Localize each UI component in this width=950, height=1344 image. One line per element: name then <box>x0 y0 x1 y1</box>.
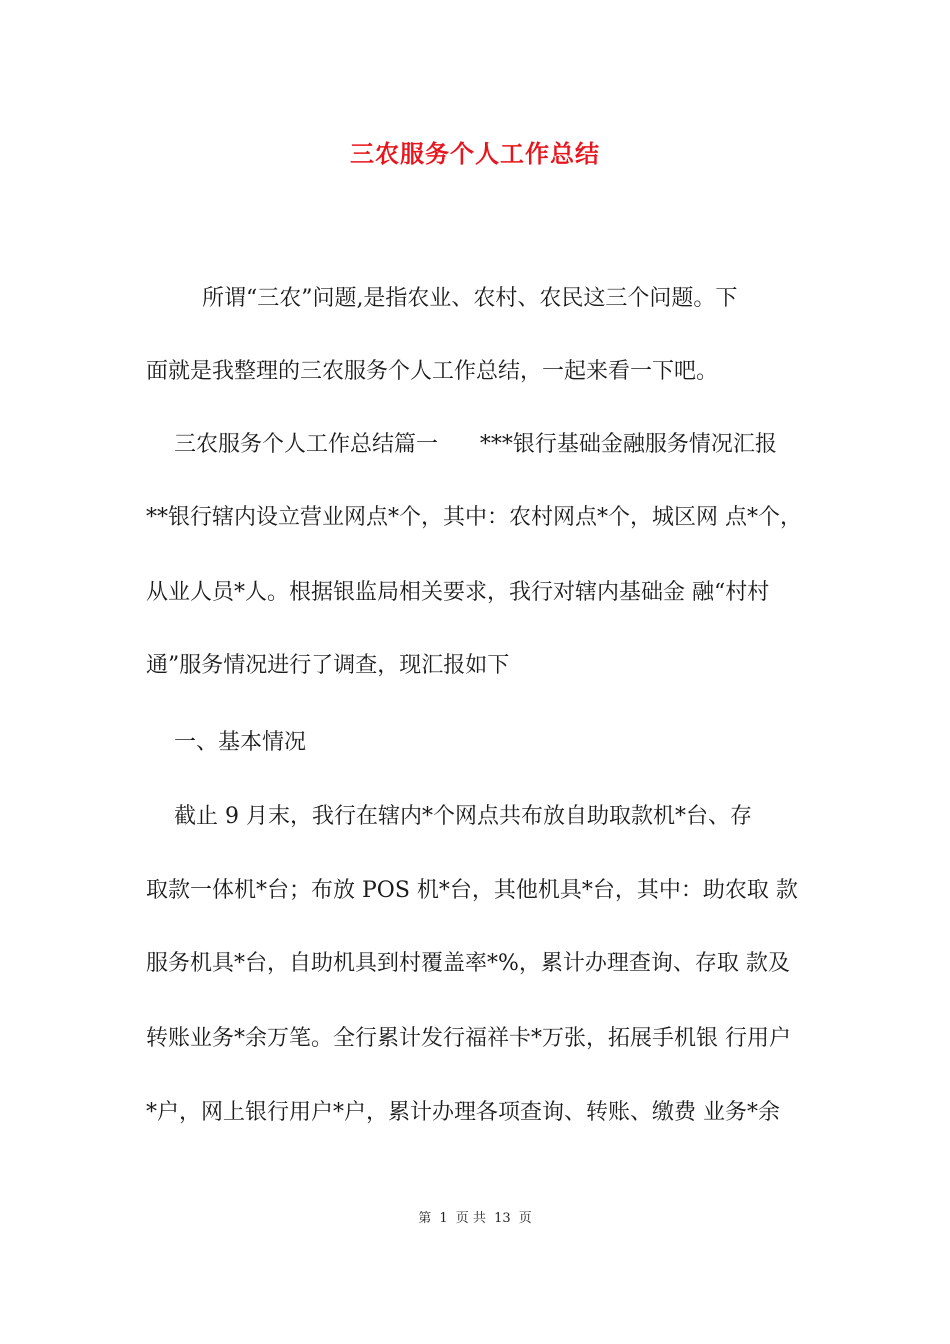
body-line: *户，网上银行用户*户，累计办理各项查询、转账、缴费 业务*余 <box>146 1100 780 1125</box>
footer-suffix: 页 <box>518 1211 532 1226</box>
body-line: 转账业务*余万笔。全行累计发行福祥卡*万张，拓展手机银 行用户 <box>146 1026 791 1051</box>
footer-prefix: 第 <box>418 1211 432 1226</box>
footer-middle: 页 共 <box>455 1211 486 1226</box>
body-line: 通”服务情况进行了调查，现汇报如下 <box>146 653 510 678</box>
footer-current-page: 1 <box>439 1211 448 1226</box>
footer-total-pages: 13 <box>494 1211 511 1226</box>
body-line: **银行辖内设立营业网点*个，其中：农村网点*个，城区网 点*个， <box>146 505 802 530</box>
document-title: 三农服务个人工作总结 <box>350 139 600 168</box>
section-heading: 一、基本情况 <box>146 730 306 755</box>
body-line: 三农服务个人工作总结篇一 ***银行基础金融服务情况汇报 <box>146 432 777 457</box>
body-line: 服务机具*台，自助机具到村覆盖率*%，累计办理查询、存取 款及 <box>146 951 790 976</box>
body-line: 所谓“三农”问题,是指农业、农村、农民这三个问题。下 <box>146 286 738 311</box>
page-number-footer <box>0 1209 950 1229</box>
body-line: 截止 9 月末，我行在辖内*个网点共布放自助取款机*台、存 <box>146 804 752 829</box>
body-line: 取款一体机*台；布放 POS 机*台，其他机具*台，其中：助农取 款 <box>146 878 798 903</box>
body-line: 从业人员*人。根据银监局相关要求，我行对辖内基础金 融“村村 <box>146 580 770 605</box>
body-line: 面就是我整理的三农服务个人工作总结，一起来看一下吧。 <box>146 359 719 384</box>
